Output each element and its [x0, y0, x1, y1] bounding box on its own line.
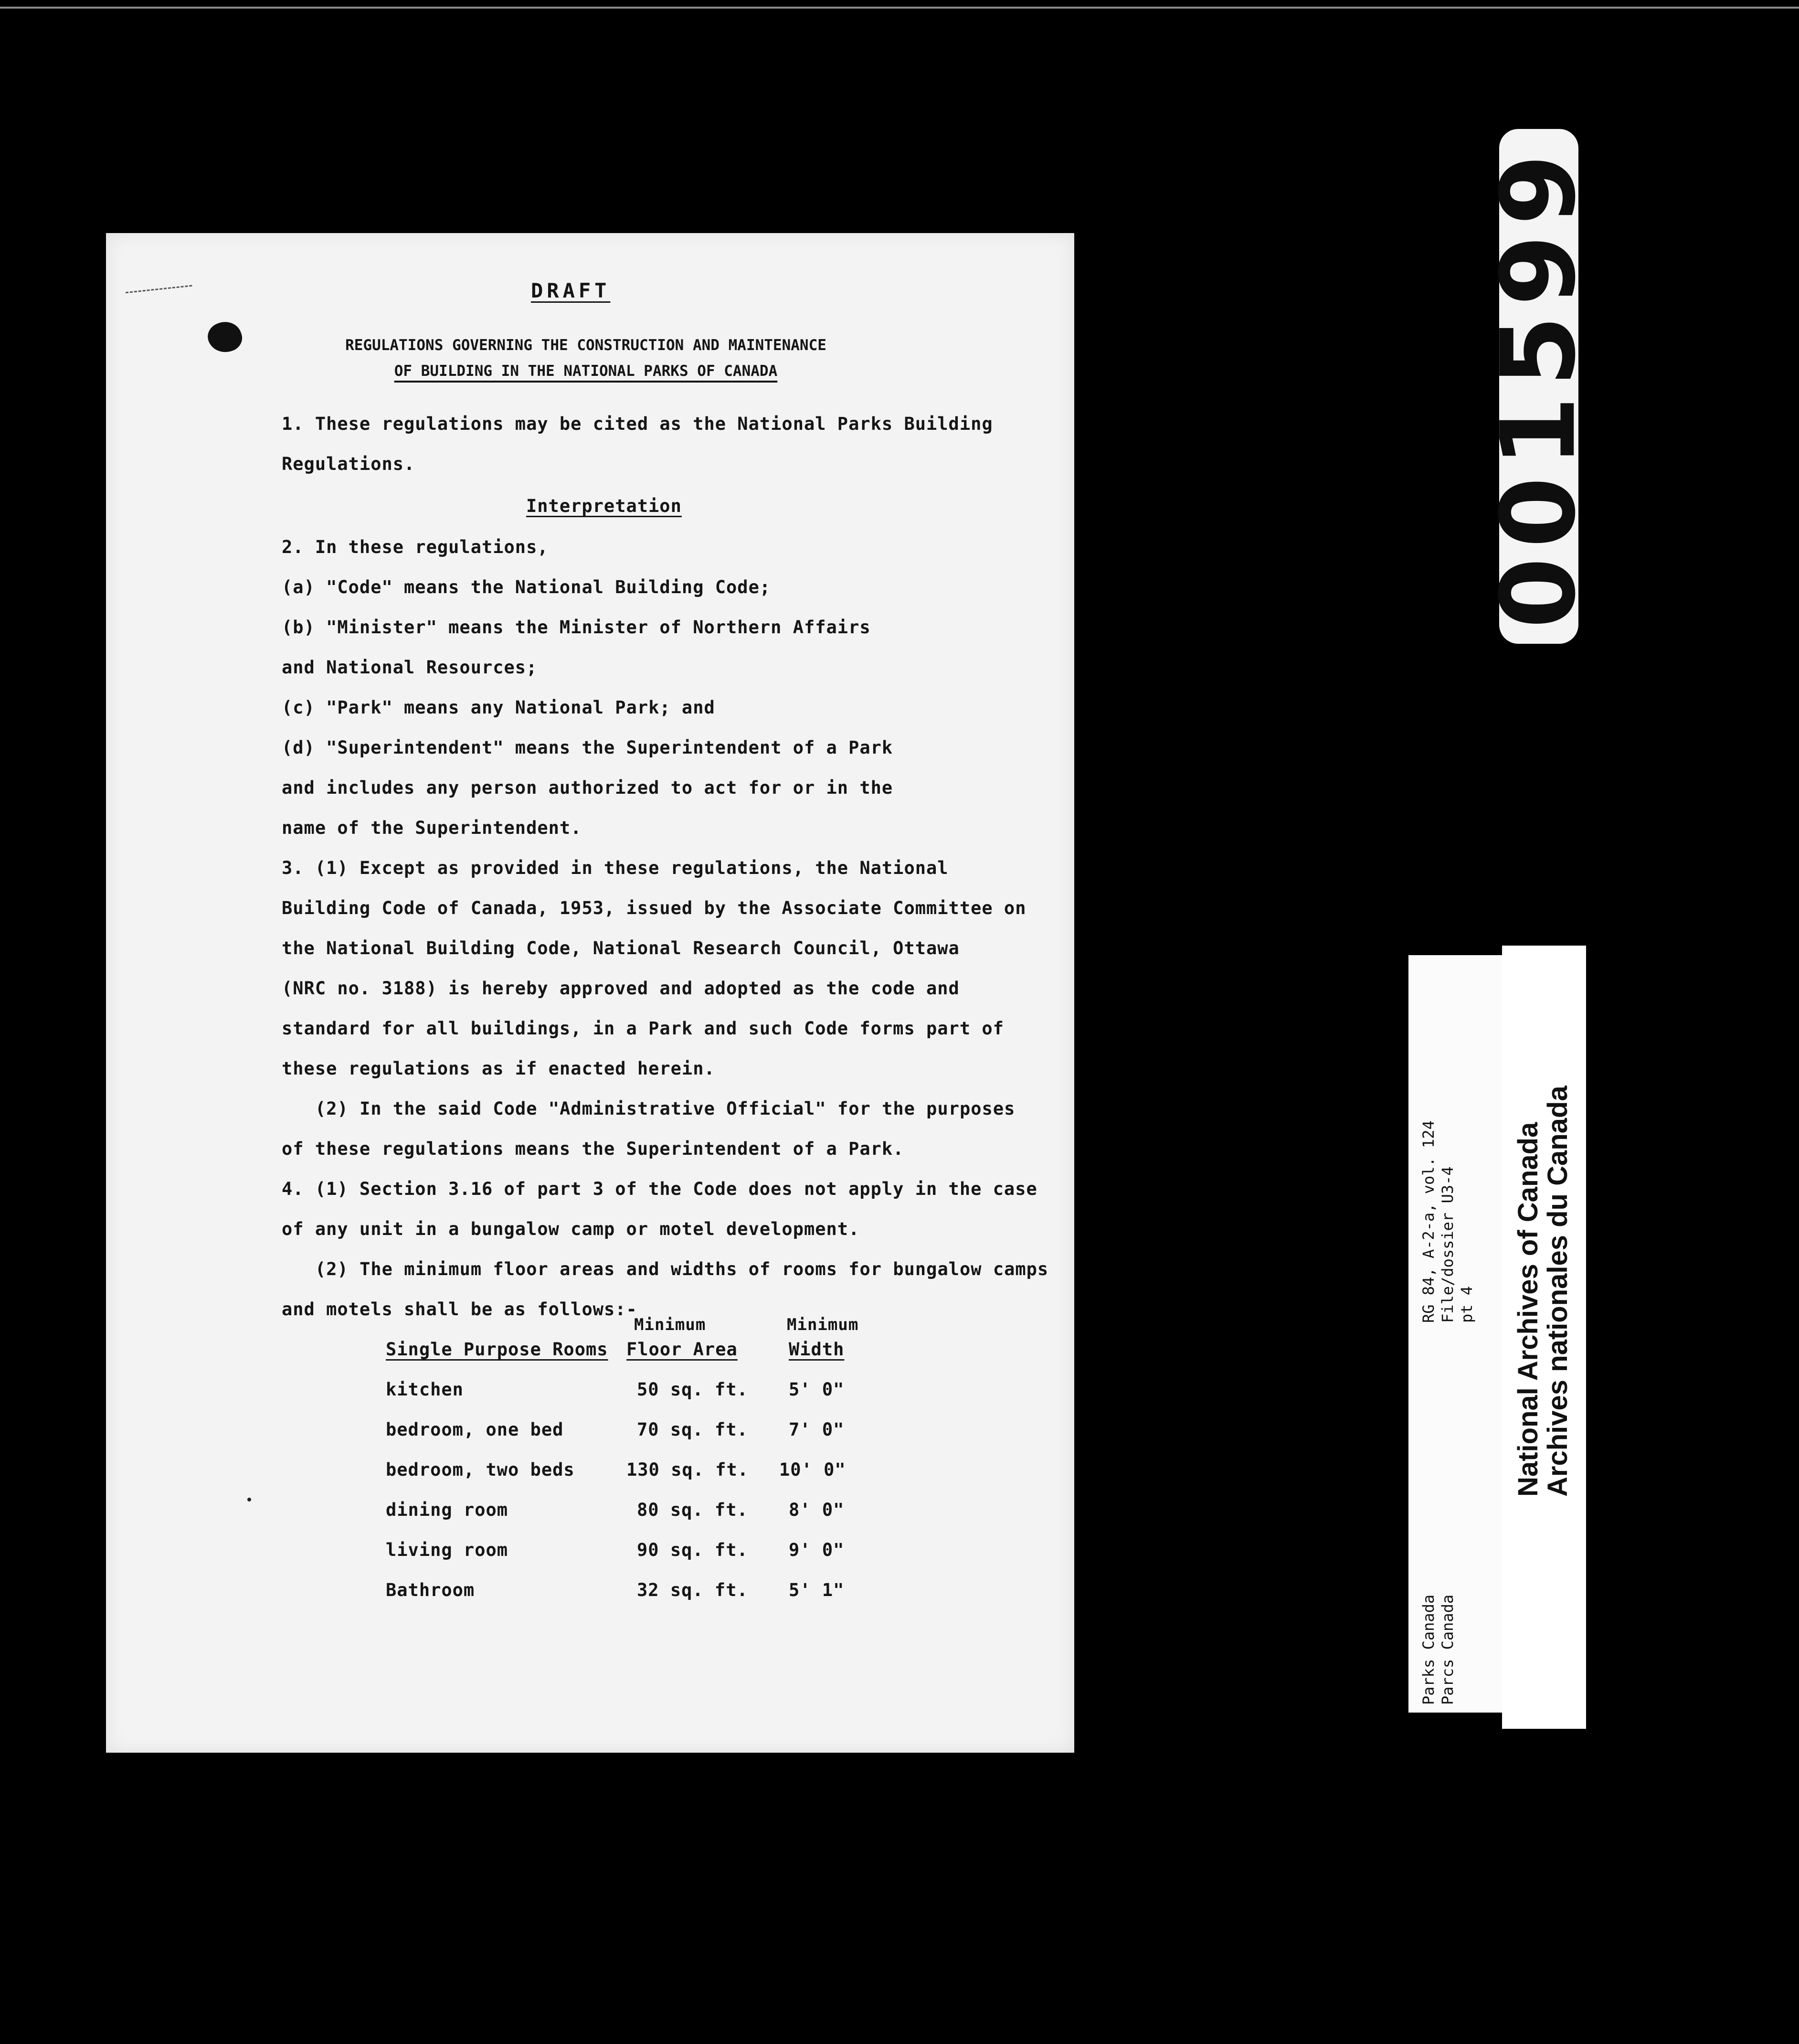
clause-3-2-line-1: (2) In the said Code "Administrative Official" for the purposes — [315, 1098, 1016, 1119]
clause-4-2-line-2: and motels shall be as follows:- — [282, 1299, 637, 1320]
institution-line: National Archives of Canada — [1513, 1122, 1544, 1497]
clause-2b-line-1: (b) "Minister" means the Minister of Northern Affairs — [282, 617, 871, 638]
room-area-cell: 50 sq. ft. — [637, 1379, 748, 1400]
clause-3-1-line-6: these regulations as if enacted herein. — [282, 1058, 715, 1079]
section-heading-interpretation: Interpretation — [526, 496, 682, 516]
frame-number-strip — [1479, 129, 1598, 644]
document-page — [106, 233, 1074, 1753]
clause-2-intro: 2. In these regulations, — [282, 537, 549, 557]
clause-3-1-line-2: Building Code of Canada, 1953, issued by the Associate Committee on — [282, 898, 1026, 918]
department-name — [1419, 1595, 1457, 1705]
room-name-cell: bedroom, two beds — [386, 1459, 575, 1480]
clause-3-1-line-4: (NRC no. 3188) is hereby approved and adopted as the code and — [282, 978, 960, 999]
film-top-rule — [0, 7, 1799, 9]
regulations-title — [307, 332, 865, 384]
room-area-cell: 32 sq. ft. — [637, 1580, 748, 1600]
room-width-cell: 5' 1" — [789, 1580, 845, 1600]
clause-1-line-1: 1. These regulations may be cited as the National Parks Building — [282, 414, 993, 434]
pencil-mark — [125, 278, 192, 294]
room-name-cell: living room — [386, 1540, 508, 1560]
archival-reference — [1419, 1120, 1476, 1323]
clause-2c: (c) "Park" means any National Park; and — [282, 697, 715, 718]
room-width-cell: 8' 0" — [789, 1500, 845, 1520]
width-header-line-1: Minimum — [787, 1315, 859, 1334]
room-column-header: Single Purpose Rooms — [386, 1339, 608, 1360]
width-header-line-2: Width — [789, 1339, 845, 1360]
room-name-cell: dining room — [386, 1500, 508, 1520]
institution-name — [1513, 1086, 1573, 1497]
clause-2d-line-2: and includes any person authorized to act for or in the — [282, 777, 893, 798]
department-line: Parks Canada — [1419, 1594, 1438, 1705]
reference-slip — [1408, 955, 1502, 1713]
clause-4-1-line-1: 4. (1) Section 3.16 of part 3 of the Code does not apply in the case — [282, 1179, 1037, 1199]
regulations-title-line-2: OF BUILDING IN THE NATIONAL PARKS OF CANADA — [394, 362, 778, 380]
draft-title: DRAFT — [531, 279, 611, 302]
reference-line: RG 84, A-2-a, vol. 124 — [1419, 1120, 1438, 1323]
room-width-cell: 7' 0" — [789, 1419, 845, 1440]
clause-4-1-line-2: of any unit in a bungalow camp or motel development. — [282, 1219, 860, 1239]
clause-1-line-2: Regulations. — [282, 454, 415, 474]
room-width-cell: 5' 0" — [789, 1379, 845, 1400]
area-header-line-2: Floor Area — [626, 1339, 738, 1360]
clause-4-2-line-1: (2) The minimum floor areas and widths of rooms for bungalow camps — [315, 1259, 1049, 1279]
room-name-cell: kitchen — [386, 1379, 464, 1400]
reference-line: pt 4 — [1458, 1286, 1476, 1323]
clause-3-1-line-1: 3. (1) Except as provided in these regulations, the National — [282, 858, 949, 878]
clause-3-1-line-3: the National Building Code, National Research Council, Ottawa — [282, 938, 960, 958]
room-area-cell: 80 sq. ft. — [637, 1500, 748, 1520]
regulations-title-line-1: REGULATIONS GOVERNING THE CONSTRUCTION AND MAINTENANCE — [345, 337, 826, 354]
room-name-cell: Bathroom — [386, 1580, 475, 1600]
room-width-cell: 9' 0" — [789, 1540, 845, 1560]
frame-number: 001599 — [1479, 144, 1598, 628]
clause-3-1-line-5: standard for all buildings, in a Park and such Code forms part of — [282, 1018, 1004, 1039]
room-area-cell: 130 sq. ft. — [626, 1459, 749, 1480]
clause-2a: (a) "Code" means the National Building Code; — [282, 577, 771, 597]
room-name-cell: bedroom, one bed — [386, 1419, 564, 1440]
stray-dot — [247, 1498, 251, 1501]
institution-slip — [1502, 946, 1586, 1729]
room-width-cell: 10' 0" — [779, 1459, 846, 1480]
room-area-cell: 90 sq. ft. — [637, 1540, 748, 1560]
clause-2b-line-2: and National Resources; — [282, 657, 538, 678]
department-line: Parcs Canada — [1439, 1594, 1457, 1705]
clause-2d-line-3: name of the Superintendent. — [282, 818, 582, 838]
reference-line: File/dossier U3-4 — [1439, 1166, 1457, 1323]
clause-3-2-line-2: of these regulations means the Superintendent of a Park. — [282, 1139, 904, 1159]
ink-blot — [204, 318, 245, 357]
room-area-cell: 70 sq. ft. — [637, 1419, 748, 1440]
institution-line: Archives nationales du Canada — [1542, 1086, 1573, 1497]
clause-2d-line-1: (d) "Superintendent" means the Superintendent of a Park — [282, 737, 893, 758]
area-header-line-1: Minimum — [634, 1315, 706, 1334]
